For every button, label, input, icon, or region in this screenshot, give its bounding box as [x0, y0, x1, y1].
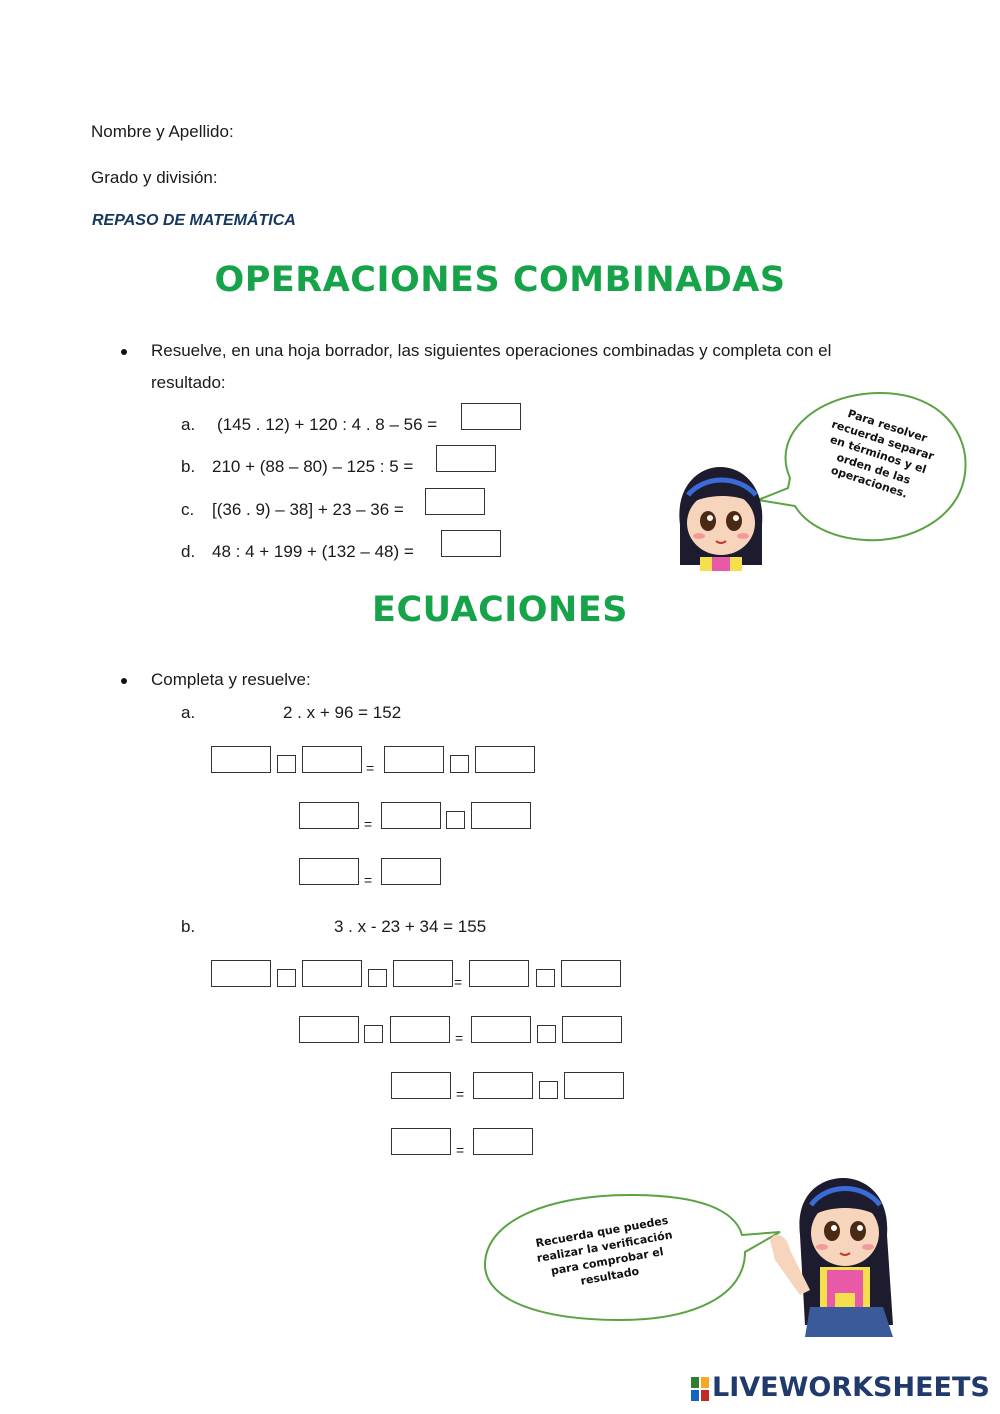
term-box[interactable] [302, 746, 362, 773]
term-box[interactable] [393, 960, 453, 987]
name-label: Nombre y Apellido: [91, 122, 234, 141]
tip-text-2: Recuerda que puedes realizar la verificación para comprobar el resultado [534, 1213, 674, 1288]
operator-box[interactable] [446, 811, 465, 829]
item-expression: 210 + (88 – 80) – 125 : 5 = [212, 457, 414, 476]
instruction-line-1: Resuelve, en una hoja borrador, las siguientes operaciones combinadas y completa con el [151, 341, 832, 360]
term-box[interactable] [391, 1072, 451, 1099]
eq-letter: b. [181, 917, 196, 936]
eq-letter: a. [181, 703, 196, 722]
girl-waving-illustration [765, 1175, 900, 1343]
term-box[interactable] [561, 960, 621, 987]
instruction: Completa y resuelve: [151, 670, 311, 689]
item-expression: 48 : 4 + 199 + (132 – 48) = [212, 542, 414, 561]
instruction-line-2: resultado: [151, 373, 226, 392]
term-box[interactable] [299, 802, 359, 829]
section-title-operaciones: OPERACIONES COMBINADAS [214, 260, 786, 300]
bullet [121, 349, 127, 355]
term-box[interactable] [381, 802, 441, 829]
answer-box[interactable] [461, 403, 521, 430]
term-box[interactable] [471, 802, 531, 829]
eq-expression: 3 . x - 23 + 34 = 155 [334, 917, 487, 936]
section-title-ecuaciones: ECUACIONES [372, 590, 628, 630]
term-box[interactable] [564, 1072, 624, 1099]
operator-box[interactable] [539, 1081, 558, 1099]
equals-sign: = [364, 816, 373, 832]
subtitle: REPASO DE MATEMÁTICA [92, 212, 296, 229]
girl-illustration [670, 465, 770, 575]
term-box[interactable] [381, 858, 441, 885]
item-letter: c. [181, 500, 195, 519]
liveworksheets-logo-icon [691, 1377, 709, 1401]
operator-box[interactable] [277, 969, 296, 987]
answer-box[interactable] [441, 530, 501, 557]
bullet [121, 678, 127, 684]
item-letter: b. [181, 457, 196, 476]
term-box[interactable] [384, 746, 444, 773]
term-box[interactable] [299, 858, 359, 885]
operator-box[interactable] [277, 755, 296, 773]
tip-text-1: Para resolver recuerda separar en términos y el orden de las operaciones. [828, 407, 936, 501]
term-box[interactable] [473, 1128, 533, 1155]
term-box[interactable] [211, 960, 271, 987]
item-expression: [(36 . 9) – 38] + 23 – 36 = [212, 500, 404, 519]
item-letter: a. [181, 415, 196, 434]
term-box[interactable] [562, 1016, 622, 1043]
answer-box[interactable] [436, 445, 496, 472]
item-expression: (145 . 12) + 120 : 4 . 8 – 56 = [217, 415, 438, 434]
item-letter: d. [181, 542, 196, 561]
operator-box[interactable] [536, 969, 555, 987]
term-box[interactable] [473, 1072, 533, 1099]
grade-label: Grado y división: [91, 168, 218, 187]
equals-sign: = [364, 872, 373, 888]
term-box[interactable] [469, 960, 529, 987]
term-box[interactable] [211, 746, 271, 773]
equals-sign: = [454, 974, 463, 990]
operator-box[interactable] [537, 1025, 556, 1043]
equals-sign: = [456, 1086, 465, 1102]
equals-sign: = [366, 760, 375, 776]
equals-sign: = [455, 1030, 464, 1046]
equals-sign: = [456, 1142, 465, 1158]
operator-box[interactable] [364, 1025, 383, 1043]
operator-box[interactable] [368, 969, 387, 987]
term-box[interactable] [390, 1016, 450, 1043]
term-box[interactable] [302, 960, 362, 987]
liveworksheets-logo-text: LIVEWORKSHEETS [712, 1372, 990, 1403]
operator-box[interactable] [450, 755, 469, 773]
term-box[interactable] [475, 746, 535, 773]
answer-box[interactable] [425, 488, 485, 515]
term-box[interactable] [471, 1016, 531, 1043]
term-box[interactable] [299, 1016, 359, 1043]
eq-expression: 2 . x + 96 = 152 [283, 703, 402, 722]
term-box[interactable] [391, 1128, 451, 1155]
